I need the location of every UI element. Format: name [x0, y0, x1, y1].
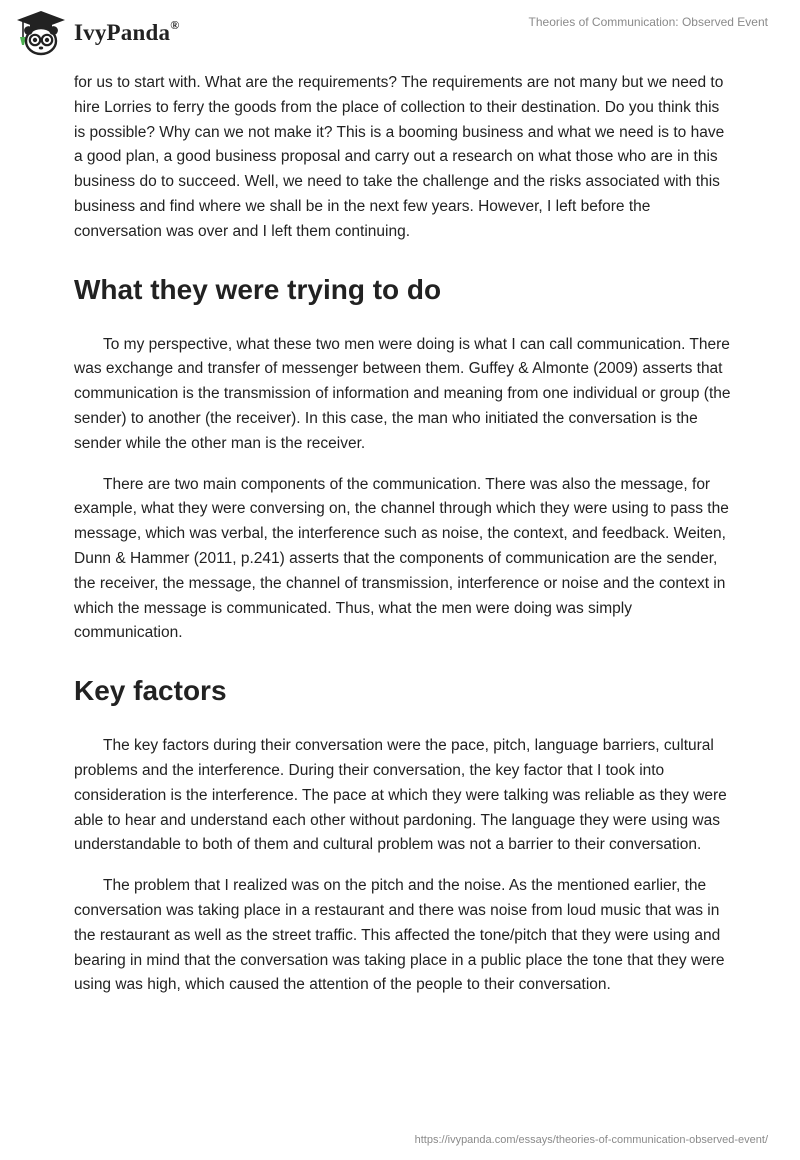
section-heading-key-factors: Key factors	[74, 675, 227, 707]
paragraph: There are two main components of the communication. There was also the message, for example, what they were conversing on, the channel through which they were using to pass the message, which was verbal, the interference such as noise, the context, and feedback. Weiten, Dunn & Hammer (2011, p.241) asserts that the components of communication are the sender, the receiver, the message, the channel of transmission, interference or noise and the context in which the message is communicated. Thus, what the men were doing was simply communication.	[74, 475, 729, 642]
ivypanda-logo[interactable]	[14, 8, 179, 58]
paragraph: To my perspective, what these two men were doing is what I can call communication. There was exchange and transfer of messenger between them. Guffey & Almonte (2009) asserts that communication is the transmission of information and meaning from one individual or group (the sender) to another (the receiver). In this case, the man who initiated the conversation is the sender while the other man is the receiver.	[74, 335, 731, 452]
panda-graduation-icon	[14, 8, 68, 58]
intro-paragraph: for us to start with. What are the requirements? The requirements are not many but we need to hire Lorries to ferry the goods from the place of collection to their destination. Do you think this is possible? Why can we not make it? This is a booming business and what we need is to have a good plan, a good business proposal and carry out a research on what those who are in this business do to succeed. Well, we need to take the challenge and the risks associated with this business and find where we shall be in the next few years. However, I left before the conversation was over and I left them continuing.	[74, 74, 725, 240]
section-heading-trying: What they were trying to do	[74, 273, 442, 305]
registered-mark: ®	[170, 18, 180, 32]
essay-content	[74, 71, 734, 1014]
paragraph: The problem that I realized was on the pitch and the noise. As the mentioned earlier, the conversation was taking place in a restaurant and there was noise from loud music that was in the restaurant as well as the street traffic. This affected the tone/pitch that they were using and bearing in mind that the conversation was taking place in a public place the tone that they were using was high, which caused the attention of the people to their conversation.	[74, 877, 725, 994]
logo-wordmark: IvyPanda®	[74, 18, 180, 45]
source-url[interactable]: https://ivypanda.com/essays/theories-of-communication-observed-event/	[414, 1134, 768, 1146]
document-title: Theories of Communication: Observed Event	[528, 15, 768, 29]
page-header	[0, 0, 800, 70]
paragraph: The key factors during their conversation were the pace, pitch, language barriers, cultural problems and the interference. During their conversation, the key factor that I took into consideration is the interference. The pace at which they were talking was reliable as they were able to hear and understand each other without pardoning. The language they were using was understandable to both of them and cultural problem was not a barrier to their conversation.	[74, 737, 727, 854]
